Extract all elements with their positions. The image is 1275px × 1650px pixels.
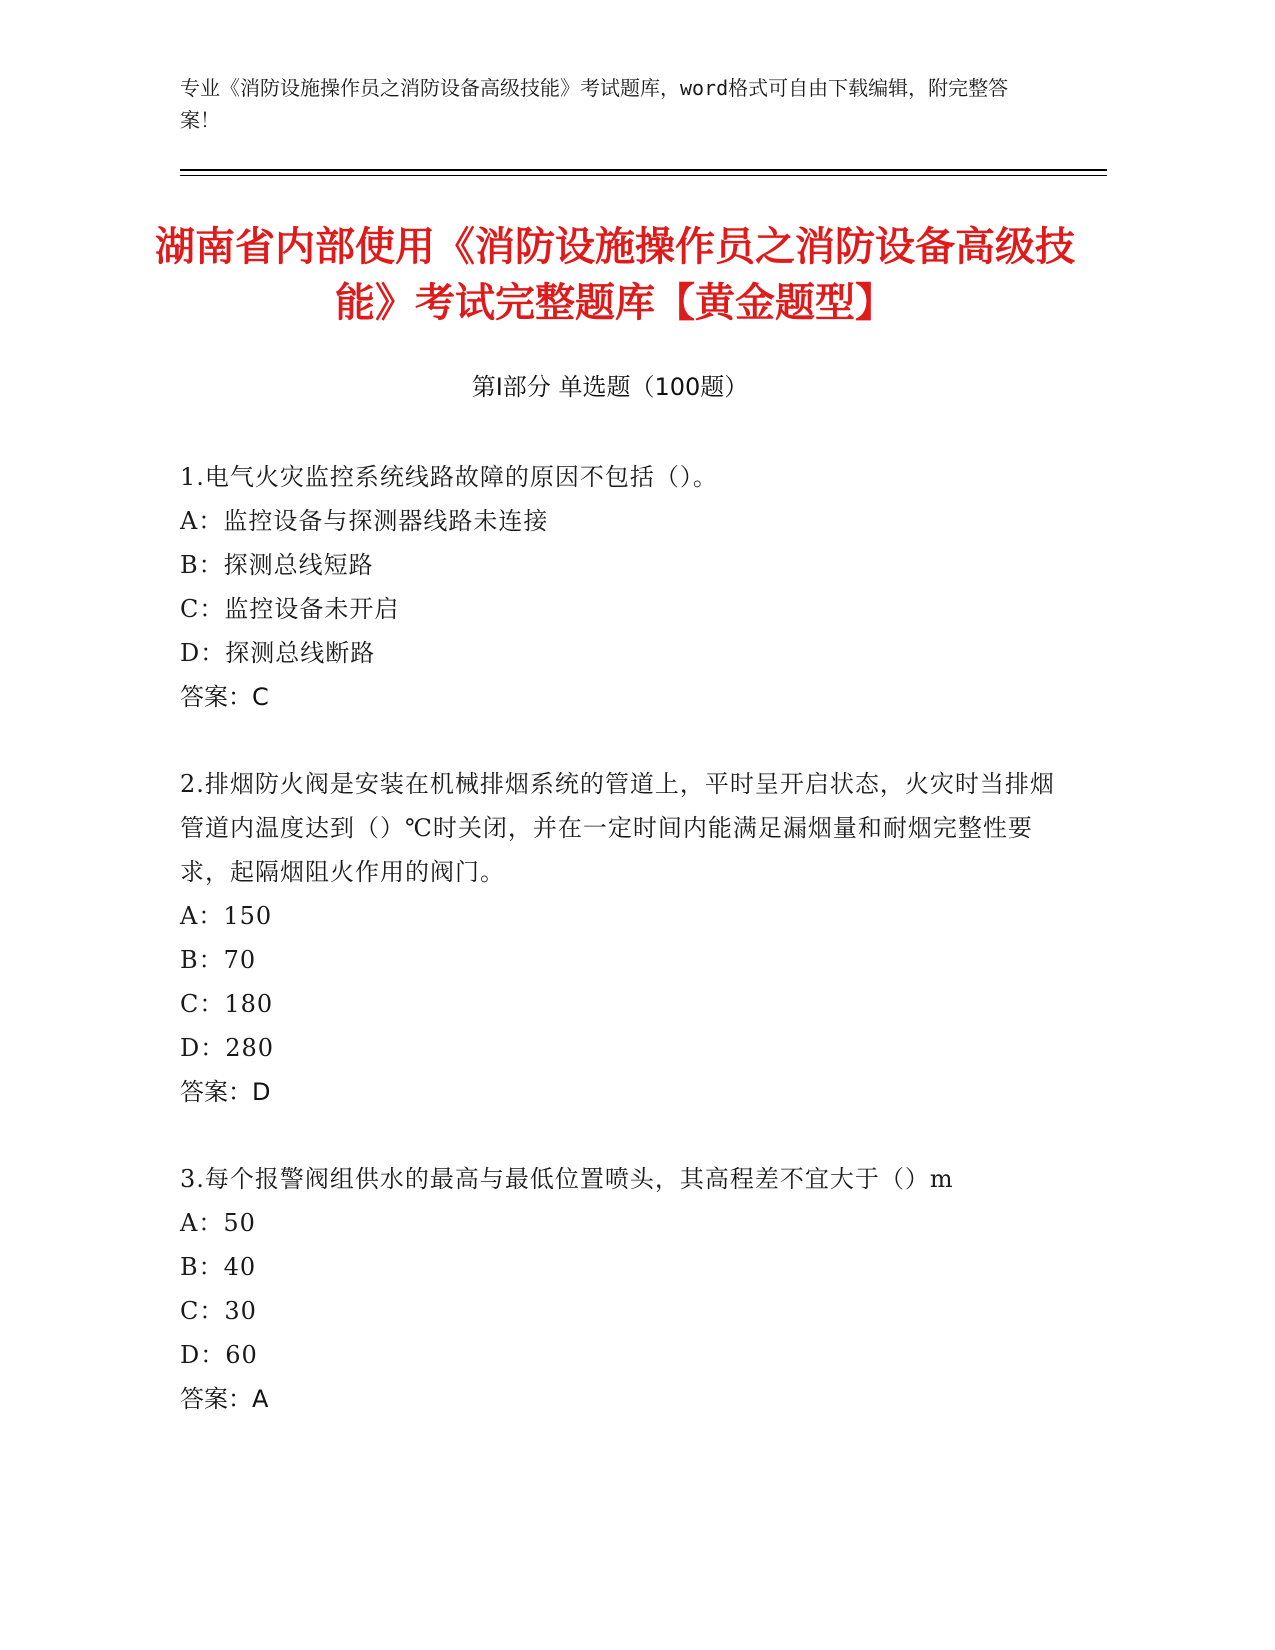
option-c: C：180: [180, 990, 274, 1018]
header-divider-thick: [180, 169, 1107, 171]
header-divider-thin: [180, 175, 1107, 176]
header-note: 专业《消防设施操作员之消防设备高级技能》考试题库，word格式可自由下载编辑，附完整答案！: [180, 76, 1009, 132]
question-stem: 2.排烟防火阀是安装在机械排烟系统的管道上，平时呈开启状态，火灾时当排烟管道内温度达到（）℃时关闭，并在一定时间内能满足漏烟量和耐烟完整性要求，起隔烟阻火作用的阀门。: [180, 770, 1055, 886]
option-d: D：探测总线断路: [180, 639, 376, 667]
option-a: A：监控设备与探测器线路未连接: [180, 507, 549, 535]
document-title: 湖南省内部使用《消防设施操作员之消防设备高级技能》考试完整题库【黄金题型】: [155, 224, 1075, 326]
question-item: [180, 762, 1060, 1114]
question-spacer: [180, 1114, 1060, 1157]
option-b: B：40: [180, 1253, 257, 1281]
question-item: [180, 1157, 1060, 1421]
answer-label: 答案：A: [180, 1385, 269, 1413]
question-item: [180, 455, 1060, 719]
question-spacer: [180, 719, 1060, 762]
option-b: B：探测总线短路: [180, 551, 374, 579]
question-stem: 1.电气火灾监控系统线路故障的原因不包括（）。: [180, 463, 718, 491]
option-c: C：30: [180, 1297, 257, 1325]
option-d: D：60: [180, 1341, 258, 1369]
answer-label: 答案：D: [180, 1078, 271, 1106]
question-stem: 3.每个报警阀组供水的最高与最低位置喷头，其高程差不宜大于（）m: [180, 1165, 954, 1193]
option-a: A：50: [180, 1209, 256, 1237]
option-c: C：监控设备未开启: [180, 595, 400, 623]
section-heading: 第Ⅰ部分 单选题（100题）: [471, 373, 749, 401]
answer-label: 答案：C: [180, 683, 269, 711]
option-b: B：70: [180, 946, 257, 974]
option-d: D：280: [180, 1034, 275, 1062]
question-list: [180, 455, 1060, 1421]
option-a: A：150: [180, 902, 273, 930]
